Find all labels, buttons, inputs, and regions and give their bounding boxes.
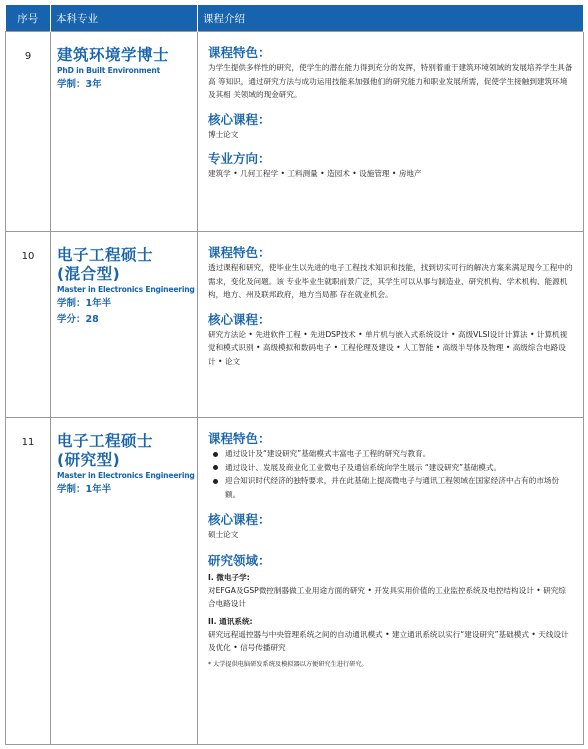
table-row	[6, 418, 584, 745]
program-name-en: PhD in Built Environment	[57, 66, 161, 75]
features-heading: 课程特色：	[208, 431, 271, 446]
features-text: 透过课程和研究，使毕业生以先进的电子工程技术知识和技能，找到切实可行的解决方案来满足现今工程中的需求，变化及问题。该 专业毕业生就职前景广泛，其学生可以从事与制造业、研究机构、学术机构、能源机构，地方、州及联邦政府，地方当局都 存在就业机会。	[208, 263, 573, 299]
core-text: 研究方法论 • 先进软件工程 • 先进DSP技术 • 单片机与嵌入式系统设计 • 高级VLSI设计计算法 • 计算机视觉和模式识别 • 高级模拟和数码电子 • 工程伦理及建设 • 人工智能 • 高级半导体及物理 • 高级综合电路设计 • 论文	[208, 329, 568, 366]
program-name-zh: 建筑环境学博士	[57, 46, 170, 64]
program-duration: 学制：1年半	[57, 484, 112, 495]
research-heading: 研究领域：	[208, 552, 271, 568]
features-text: 为学生提供多样性的研究，使学生的潜在能力得到充分的发挥，特别着重于建筑环境领域的发展培养学生具备高 等知识，通过研究方法与成功运用技能来加强他们的研究能力和职业发展所需，促使学生接触到建筑环境及其相 关领域的现金研究。	[208, 63, 573, 99]
core-text: 硕士论文	[208, 530, 239, 539]
list-item: 通过设计、发展及商业化工业微电子及通信系统向学生展示 “建设研究”基础模式。	[212, 461, 573, 475]
program-credits: 学分：28	[57, 314, 99, 325]
header-intro: 课程介绍	[198, 5, 584, 32]
research-text: 对EFGA及GSP微控制器做工业用途方面的研究 • 开发具实用价值的工业监控系统及电控结构设计 • 研究综合电路设计	[208, 585, 566, 608]
header-program: 本科专业	[51, 5, 198, 32]
research-sub-heading: II. 通讯系统:	[208, 616, 253, 626]
program-cell	[51, 232, 198, 418]
table-row	[6, 232, 584, 418]
footnote: * 大学提供电脑研发系统及模拟器以方便研究生进行研究。	[208, 660, 368, 668]
core-text: 博士论文	[208, 129, 239, 139]
major-heading: 专业方向：	[208, 151, 271, 166]
list-item: 迎合知识时代经济的独特要求，并在此基础上提高微电子与通讯工程领域在国家经济中占有的市场份额。	[212, 474, 573, 501]
program-type-zh: (混合型)	[57, 265, 121, 283]
program-name-zh: 电子工程硕士	[57, 432, 154, 450]
program-name-en: Master in Electronics Engineering	[57, 285, 195, 294]
program-cell	[51, 32, 198, 232]
research-sub-heading: I. 微电子学:	[208, 572, 250, 582]
row-number: 9	[6, 32, 51, 232]
major-text: 建筑学 • 几何工程学 • 工料测量 • 造园术 • 设施管理 • 房地产	[208, 169, 422, 178]
list-item: 通过设计及“建设研究”基础模式丰富电子工程的研究与教育。	[212, 447, 573, 461]
program-name-en: Master in Electronics Engineering	[57, 471, 195, 480]
program-table	[5, 5, 584, 745]
program-name-zh: 电子工程硕士	[57, 246, 154, 264]
program-duration: 学制：1年半	[57, 298, 112, 309]
row-number: 10	[6, 232, 51, 418]
features-list	[208, 447, 573, 501]
intro-cell	[198, 32, 584, 232]
program-duration: 学制：3年	[57, 79, 102, 90]
row-number: 11	[6, 418, 51, 745]
table-row	[6, 32, 584, 232]
core-heading: 核心课程：	[208, 111, 271, 127]
table-header-row	[6, 5, 584, 32]
intro-cell	[198, 418, 584, 745]
core-heading: 核心课程：	[208, 311, 271, 327]
program-cell	[51, 418, 198, 745]
research-text: 研究远程遥控器与中央管理系统之间的自动通讯模式 • 建立通讯系统以实行“建设研究”基础模式 • 天线设计及优化 • 信号传播研究	[208, 629, 569, 652]
core-heading: 核心课程：	[208, 512, 271, 527]
features-heading: 课程特色：	[208, 245, 271, 260]
features-heading: 课程特色：	[208, 45, 271, 60]
header-number: 序号	[6, 5, 51, 32]
program-type-zh: (研究型)	[57, 451, 121, 469]
intro-cell	[198, 232, 584, 418]
